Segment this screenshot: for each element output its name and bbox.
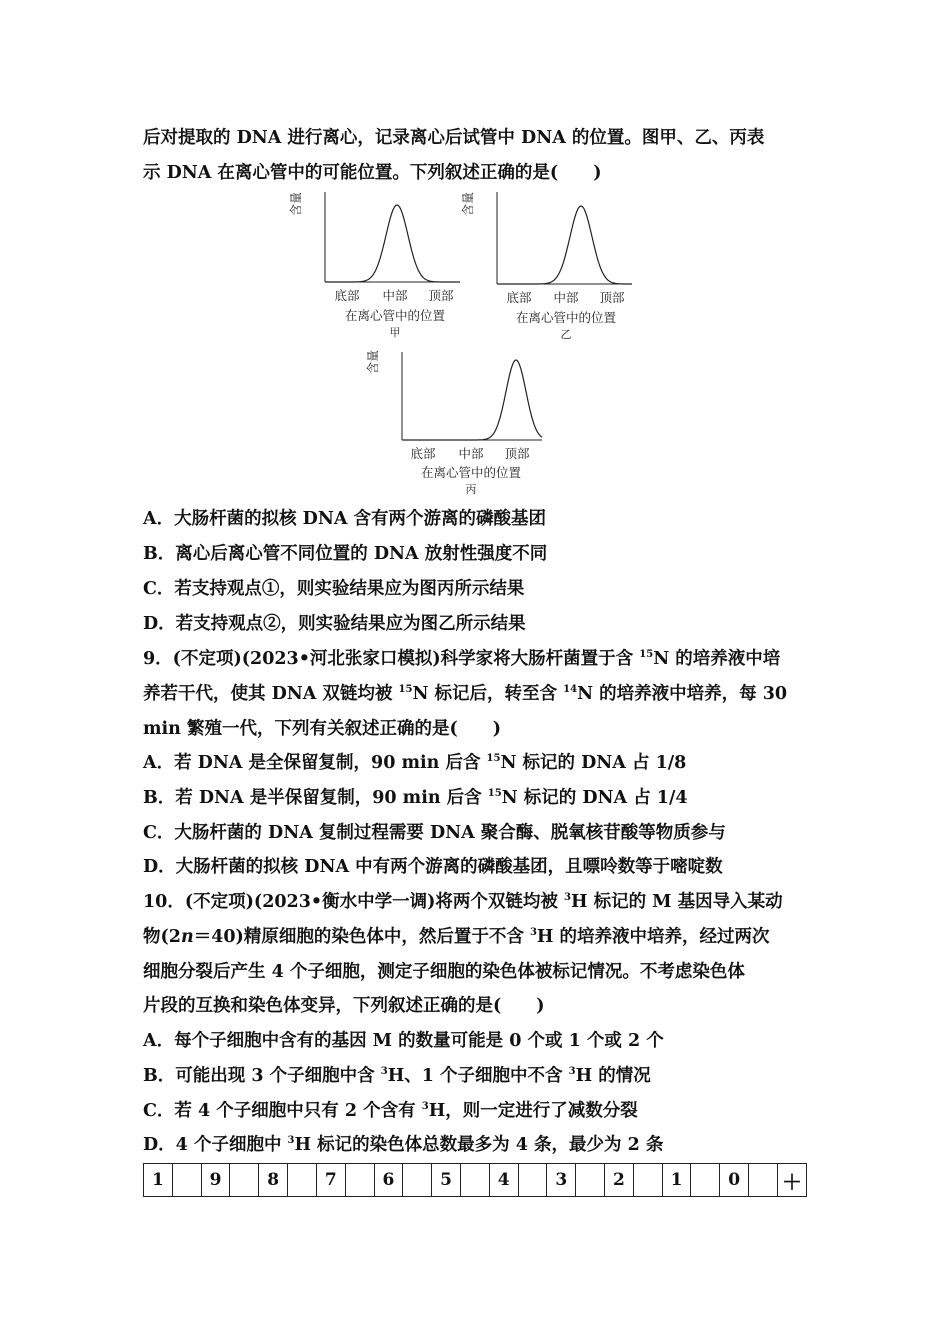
answer-cell	[691, 1164, 720, 1197]
x-axis-label: 在离心管中的位置	[344, 308, 446, 323]
q8-option-d: D．若支持观点②，则实验结果应为图乙所示结果	[143, 614, 526, 634]
distribution-curve	[402, 360, 542, 440]
figure-caption: 丙	[465, 483, 477, 496]
x-axis-label: 在离心管中的位置	[420, 465, 522, 480]
q10-stem-line-3: 细胞分裂后产生 4 个子细胞，测定子细胞的染色体被标记情况。不考虑染色体	[143, 962, 745, 982]
answer-cell: 3	[547, 1164, 576, 1197]
answer-cell	[576, 1164, 605, 1197]
tick-label: 顶部	[504, 446, 530, 461]
answer-cell	[460, 1164, 489, 1197]
tick-label: 中部	[553, 290, 579, 305]
answer-cell: 1	[662, 1164, 691, 1197]
q10-option-a: A．每个子细胞中含有的基因 M 的数量可能是 0 个或 1 个或 2 个	[143, 1031, 664, 1051]
answer-cell: 6	[374, 1164, 403, 1197]
figure-caption: 乙	[560, 328, 572, 341]
q10-stem-line-2: 物(2n＝40)精原细胞的染色体中，然后置于不含 $^3$H 的培养液中培养，经过两次	[143, 927, 770, 947]
q9-option-a: A．若 DNA 是全保留复制，90 min 后含 $^{15}$N 标记的 DNA 占 1/8	[143, 753, 687, 773]
answer-cell: 0	[720, 1164, 749, 1197]
answer-cell: 2	[605, 1164, 634, 1197]
q10-option-b: B．可能出现 3 个子细胞中含 $^3$H、1 个子细胞中不含 $^3$H 的情况	[143, 1066, 651, 1086]
x-axis-label: 在离心管中的位置	[515, 310, 617, 325]
q8-option-b: B．离心后离心管不同位置的 DNA 放射性强度不同	[143, 544, 548, 564]
q10-stem-line-4: 片段的互换和染色体变异，下列叙述正确的是( )	[143, 996, 545, 1016]
answer-cell: 5	[432, 1164, 461, 1197]
figure-yi	[461, 191, 642, 342]
q10-option-d: D．4 个子细胞中 $^3$H 标记的染色体总数最多为 4 条，最少为 2 条	[143, 1135, 664, 1155]
q9-stem-line-1: 9．(不定项)(2023•河北张家口模拟)科学家将大肠杆菌置于含 $^{15}$N 的培养液中培	[143, 649, 781, 669]
answer-cell	[288, 1164, 317, 1197]
figure-jia	[289, 191, 470, 342]
answer-cell: 1	[144, 1164, 173, 1197]
q9-stem-line-2: 养若干代，使其 DNA 双链均被 $^{15}$N 标记后，转至含 $^{14}$N 的培养液中培养，每 30	[143, 684, 788, 704]
answer-cell: ＋	[777, 1164, 806, 1197]
figure-bing	[366, 349, 552, 500]
answer-cell	[345, 1164, 374, 1197]
tick-label: 中部	[382, 288, 408, 303]
tick-label: 底部	[506, 290, 532, 305]
answer-cell: 9	[201, 1164, 230, 1197]
answer-cell	[633, 1164, 662, 1197]
intro-line-1: 后对提取的 DNA 进行离心，记录离心后试管中 DNA 的位置。图甲、乙、丙表	[143, 128, 765, 148]
answer-cell	[403, 1164, 432, 1197]
distribution-curve	[325, 205, 460, 282]
ylabel: 含量	[366, 349, 380, 374]
figure-caption: 甲	[389, 326, 401, 339]
distribution-curve	[497, 206, 632, 284]
answer-cell	[749, 1164, 778, 1197]
tick-label: 顶部	[428, 288, 454, 303]
answer-cell: 7	[316, 1164, 345, 1197]
answer-cell	[518, 1164, 547, 1197]
answer-cell	[172, 1164, 201, 1197]
tick-label: 底部	[334, 288, 360, 303]
answer-cell	[230, 1164, 259, 1197]
tick-label: 底部	[410, 446, 436, 461]
q9-option-b: B．若 DNA 是半保留复制，90 min 后含 $^{15}$N 标记的 DNA 占 1/4	[143, 788, 688, 808]
q8-option-a: A．大肠杆菌的拟核 DNA 含有两个游离的磷酸基团	[143, 509, 547, 529]
q9-stem-line-3: min 繁殖一代，下列有关叙述正确的是( )	[143, 719, 502, 739]
answer-table	[143, 1163, 807, 1197]
q10-stem-line-1: 10．(不定项)(2023•衡水中学一调)将两个双链均被 $^3$H 标记的 M 基因导入某动	[143, 892, 783, 912]
answer-cell: 8	[259, 1164, 288, 1197]
q9-option-d: D．大肠杆菌的拟核 DNA 中有两个游离的磷酸基团，且嘌呤数等于嘧啶数	[143, 857, 723, 877]
q9-option-c: C．大肠杆菌的 DNA 复制过程需要 DNA 聚合酶、脱氧核苷酸等物质参与	[143, 823, 726, 843]
intro-line-2: 示 DNA 在离心管中的可能位置。下列叙述正确的是( )	[143, 163, 602, 183]
q10-option-c: C．若 4 个子细胞中只有 2 个含有 $^3$H，则一定进行了减数分裂	[143, 1101, 638, 1121]
tick-label: 中部	[458, 446, 484, 461]
ylabel: 含量	[461, 191, 475, 216]
answer-row	[144, 1164, 807, 1197]
ylabel: 含量	[289, 191, 303, 216]
answer-cell: 4	[489, 1164, 518, 1197]
q8-option-c: C．若支持观点①，则实验结果应为图丙所示结果	[143, 579, 525, 599]
tick-label: 顶部	[599, 290, 625, 305]
